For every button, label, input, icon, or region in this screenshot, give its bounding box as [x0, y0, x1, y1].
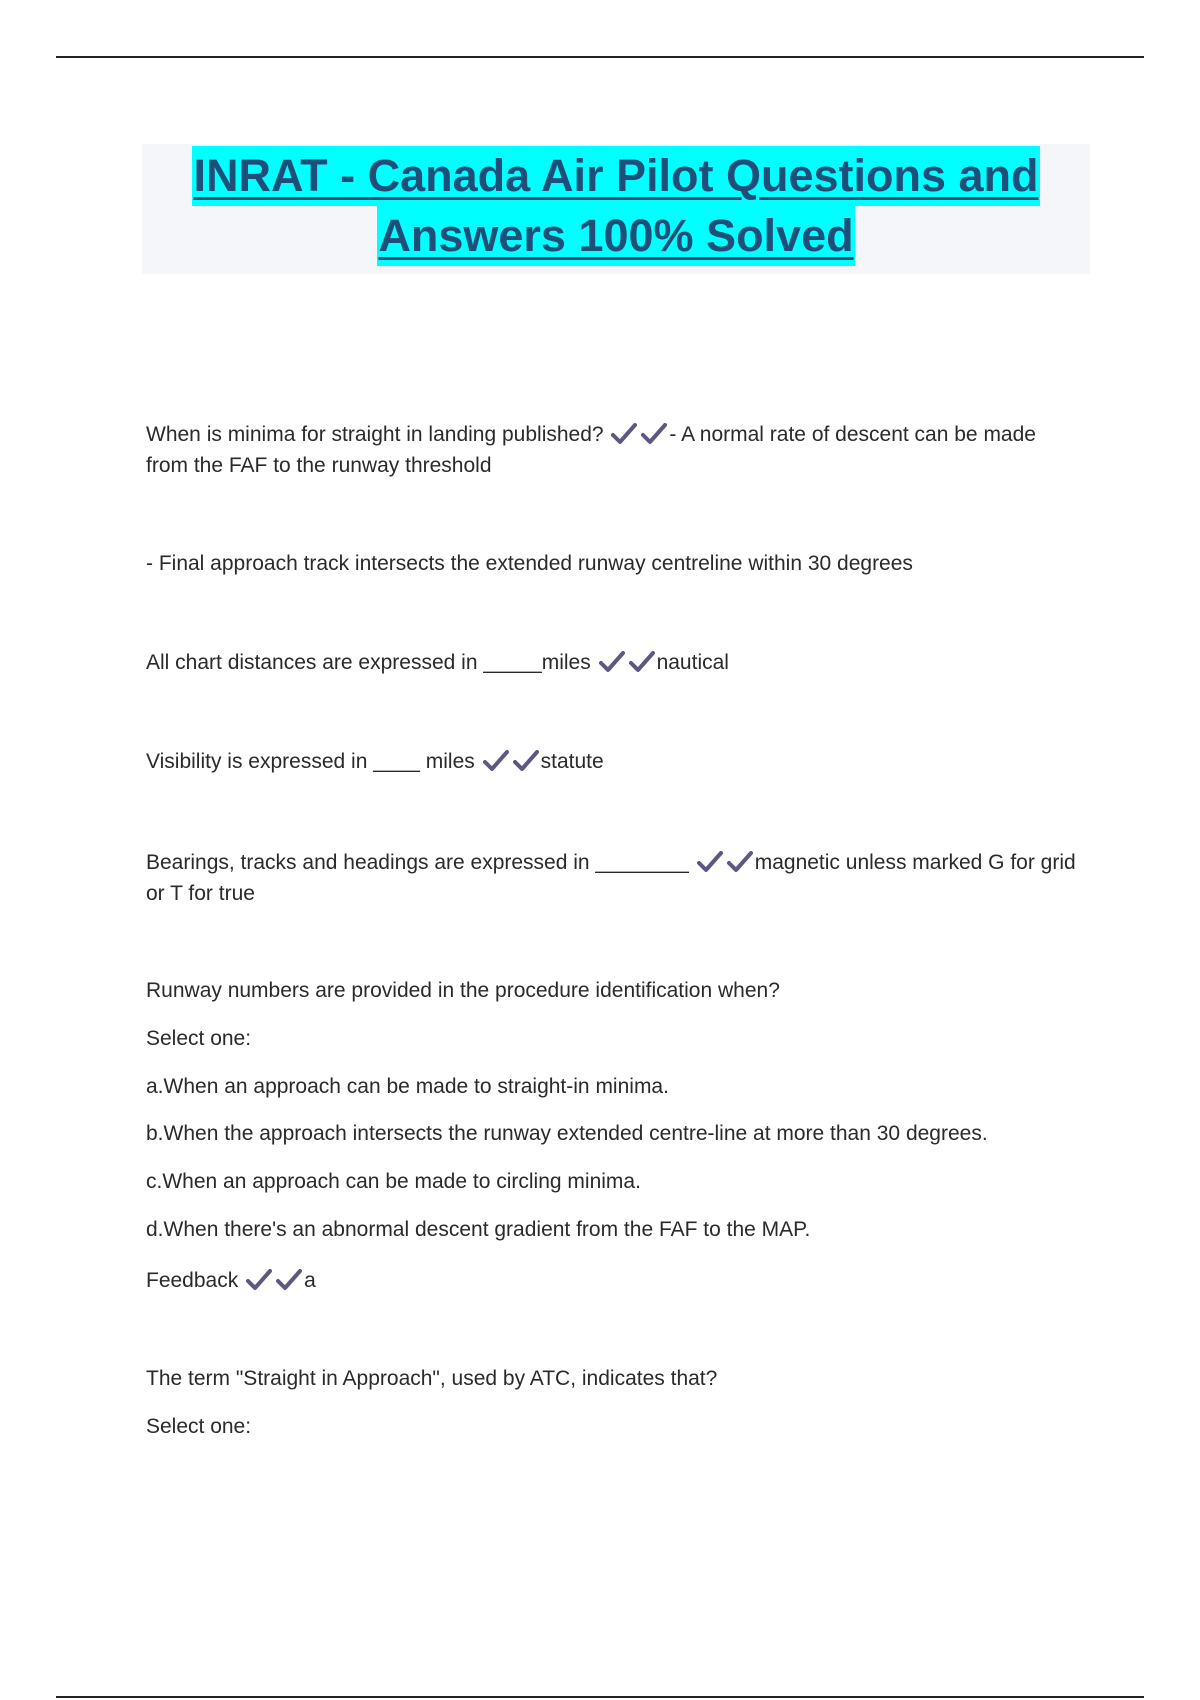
- bottom-rule: [56, 1696, 1144, 1698]
- continuation-text: - Final approach track intersects the extended runway centreline within 30 degrees: [146, 552, 913, 575]
- qa-item: [146, 548, 1076, 579]
- mcq-option-d: d.When there's an abnormal descent gradient from the FAF to the MAP.: [146, 1218, 811, 1241]
- page-title-line-1: INRAT - Canada Air Pilot Questions and: [192, 146, 1039, 206]
- qa-item: [146, 647, 1076, 678]
- check-icon: [697, 851, 723, 873]
- answer-text: nautical: [656, 651, 729, 674]
- question-text: All chart distances are expressed in _____miles: [146, 651, 591, 674]
- answer-text: statute: [540, 750, 604, 773]
- check-icon: [276, 1269, 302, 1291]
- check-icon: [599, 651, 625, 673]
- check-icon: [483, 750, 509, 772]
- feedback-answer: a: [304, 1269, 316, 1292]
- question-text: Visibility is expressed in ____ miles: [146, 750, 475, 773]
- page-title-line-2: Answers 100% Solved: [377, 206, 854, 266]
- qa-item: [146, 419, 1076, 481]
- mcq-option-c: c.When an approach can be made to circling minima.: [146, 1170, 641, 1193]
- mcq-option-a: a.When an approach can be made to straight-in minima.: [146, 1075, 669, 1098]
- check-icon: [641, 423, 667, 445]
- top-rule: [56, 56, 1144, 58]
- qa-text: [146, 647, 1076, 678]
- mcq-question: Runway numbers are provided in the procedure identification when?: [146, 979, 780, 1002]
- qa-item: [146, 847, 1076, 909]
- question-text: When is minima for straight in landing published?: [146, 423, 604, 446]
- check-icon: [513, 750, 539, 772]
- qa-text: [146, 847, 1076, 909]
- qa-item: [146, 746, 1076, 777]
- feedback: [146, 1265, 1076, 1296]
- mcq-question: The term "Straight in Approach", used by ATC, indicates that?: [146, 1367, 718, 1390]
- check-icon: [727, 851, 753, 873]
- check-icon: [629, 651, 655, 673]
- select-one-label: Select one:: [146, 1415, 252, 1438]
- question-text: Bearings, tracks and headings are expressed in ________: [146, 851, 689, 874]
- select-one-label: Select one:: [146, 1027, 252, 1050]
- check-icon: [246, 1269, 272, 1291]
- mcq-option-b: b.When the approach intersects the runway extended centre-line at more than 30 degrees.: [146, 1122, 988, 1145]
- feedback-label: Feedback: [146, 1269, 239, 1292]
- check-icon: [611, 423, 637, 445]
- title-banner: [142, 144, 1090, 274]
- answer-text: magnetic unless marked G for grid or T for true: [146, 851, 1076, 905]
- answer-text: - A normal rate of descent can be made from the FAF to the runway threshold: [146, 423, 1036, 477]
- qa-text: [146, 746, 1076, 777]
- qa-text: [146, 419, 1076, 481]
